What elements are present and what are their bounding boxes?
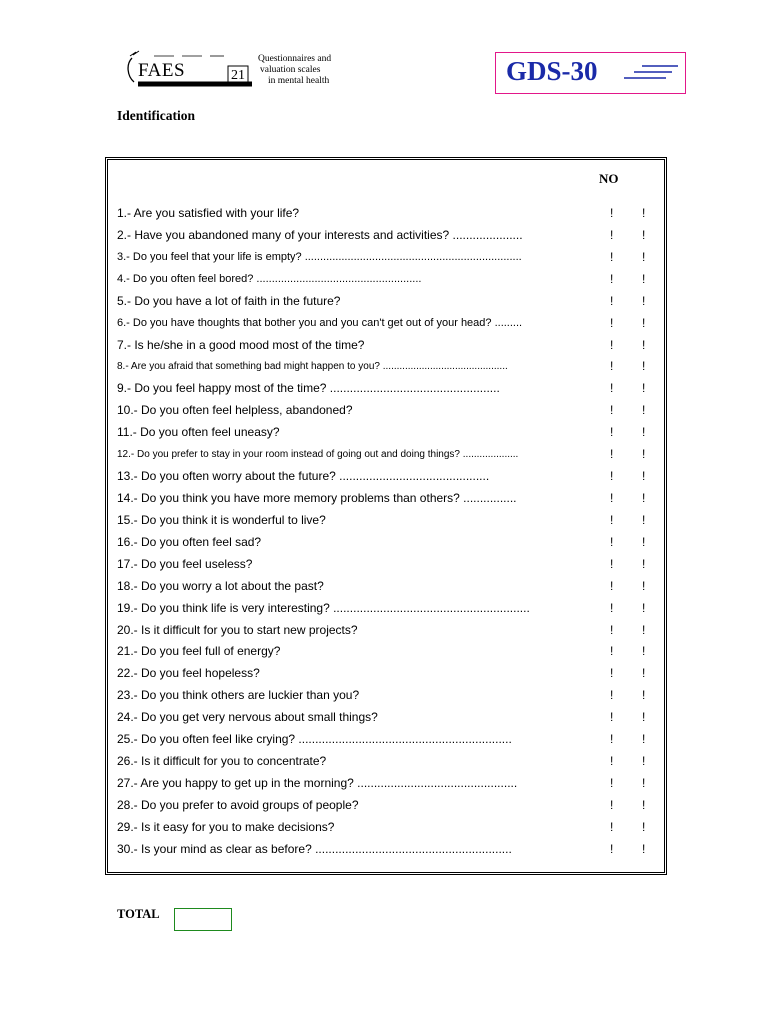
question-list [117, 203, 657, 861]
answer-mark-no[interactable]: ! [642, 315, 646, 330]
lines-icon [620, 63, 680, 83]
question-row [117, 488, 657, 510]
answer-mark-yes[interactable]: ! [610, 578, 614, 593]
answer-mark-yes[interactable]: ! [610, 732, 614, 747]
answer-mark-no[interactable]: ! [642, 359, 646, 374]
question-row [117, 291, 657, 313]
question-text: 27.- Are you happy to get up in the morning? ................................................ [117, 775, 518, 790]
question-text: 24.- Do you get very nervous about small things? [117, 710, 378, 725]
answer-mark-no[interactable]: ! [642, 644, 646, 659]
question-row [117, 817, 657, 839]
question-row [117, 663, 657, 685]
question-row [117, 532, 657, 554]
question-text: 6.- Do you have thoughts that bother you and you can't get out of your head? ......... [117, 316, 523, 329]
tagline-line-3: in mental health [268, 76, 330, 86]
question-text: 29.- Is it easy for you to make decisions? [117, 819, 335, 834]
question-text: 26.- Is it difficult for you to concentrate? [117, 754, 327, 769]
answer-mark-no[interactable]: ! [642, 688, 646, 703]
answer-mark-yes[interactable]: ! [610, 512, 614, 527]
question-row [117, 444, 657, 466]
answer-mark-yes[interactable]: ! [610, 381, 614, 396]
answer-mark-yes[interactable]: ! [610, 447, 614, 462]
answer-mark-no[interactable]: ! [642, 622, 646, 637]
question-row [117, 795, 657, 817]
answer-mark-yes[interactable]: ! [610, 490, 614, 505]
answer-mark-yes[interactable]: ! [610, 293, 614, 308]
question-text: 28.- Do you prefer to avoid groups of people? [117, 797, 359, 812]
question-row [117, 839, 657, 861]
question-text: 10.- Do you often feel helpless, abandoned? [117, 403, 353, 418]
answer-mark-no[interactable]: ! [642, 841, 646, 856]
total-label: TOTAL [117, 907, 160, 921]
no-column-header: NO [599, 171, 619, 186]
answer-mark-no[interactable]: ! [642, 775, 646, 790]
answer-mark-no[interactable]: ! [642, 797, 646, 812]
question-row [117, 576, 657, 598]
question-text: 1.- Are you satisfied with your life? [117, 206, 300, 220]
answer-mark-yes[interactable]: ! [610, 403, 614, 418]
answer-mark-no[interactable]: ! [642, 425, 646, 440]
answer-mark-no[interactable]: ! [642, 600, 646, 615]
answer-mark-yes[interactable]: ! [610, 666, 614, 681]
question-text: 22.- Do you feel hopeless? [117, 666, 260, 681]
answer-mark-no[interactable]: ! [642, 754, 646, 769]
question-row [117, 620, 657, 642]
answer-mark-no[interactable]: ! [642, 271, 646, 286]
answer-mark-no[interactable]: ! [642, 381, 646, 396]
answer-mark-yes[interactable]: ! [610, 271, 614, 286]
question-row [117, 313, 657, 335]
logo-number: 21 [231, 68, 245, 83]
faes-logo [124, 50, 336, 92]
question-row [117, 225, 657, 247]
tagline-line-1: Questionnaires and [258, 54, 332, 64]
question-row [117, 773, 657, 795]
answer-mark-no[interactable]: ! [642, 534, 646, 549]
answer-mark-yes[interactable]: ! [610, 227, 614, 242]
question-row [117, 400, 657, 422]
question-text: 30.- Is your mind as clear as before? ........................................................... [117, 841, 512, 856]
question-text: 14.- Do you think you have more memory problems than others? ................ [117, 490, 517, 505]
question-text: 20.- Is it difficult for you to start new projects? [117, 622, 358, 637]
logo-text: FAES [138, 60, 186, 81]
answer-mark-no[interactable]: ! [642, 337, 646, 352]
answer-mark-no[interactable]: ! [642, 556, 646, 571]
answer-mark-no[interactable]: ! [642, 710, 646, 725]
question-text: 25.- Do you often feel like crying? ................................................................ [117, 732, 512, 747]
answer-mark-no[interactable]: ! [642, 512, 646, 527]
question-text: 16.- Do you often feel sad? [117, 534, 262, 549]
question-row [117, 510, 657, 532]
answer-mark-no[interactable]: ! [642, 403, 646, 418]
question-text: 9.- Do you feel happy most of the time? ................................................... [117, 381, 500, 396]
question-text: 13.- Do you often worry about the future? ............................................. [117, 469, 490, 484]
answer-mark-yes[interactable]: ! [610, 249, 614, 264]
answer-mark-yes[interactable]: ! [610, 600, 614, 615]
question-text: 15.- Do you think it is wonderful to live? [117, 512, 326, 527]
question-text: 12.- Do you prefer to stay in your room instead of going out and doing things? .................... [117, 449, 519, 461]
question-text: 23.- Do you think others are luckier than you? [117, 688, 360, 703]
answer-mark-yes[interactable]: ! [610, 819, 614, 834]
question-text: 3.- Do you feel that your life is empty? ....................................................................... [117, 250, 522, 263]
answer-mark-yes[interactable]: ! [610, 469, 614, 484]
question-text: 19.- Do you think life is very interesting? ........................................................... [117, 600, 530, 615]
question-text: 4.- Do you often feel bored? ...................................................... [117, 272, 422, 285]
answer-mark-yes[interactable]: ! [610, 775, 614, 790]
question-text: 2.- Have you abandoned many of your interests and activities? ..................... [117, 227, 523, 242]
answer-mark-no[interactable]: ! [642, 666, 646, 681]
answer-mark-no[interactable]: ! [642, 732, 646, 747]
question-row [117, 422, 657, 444]
answer-mark-no[interactable]: ! [642, 578, 646, 593]
answer-mark-yes[interactable]: ! [610, 359, 614, 374]
total-input-box[interactable] [174, 908, 232, 931]
answer-mark-yes[interactable]: ! [610, 644, 614, 659]
question-text: 8.- Are you afraid that something bad might happen to you? ............................................. [117, 361, 508, 373]
answer-mark-no[interactable]: ! [642, 819, 646, 834]
question-row [117, 707, 657, 729]
answer-mark-yes[interactable]: ! [610, 315, 614, 330]
answer-mark-yes[interactable]: ! [610, 754, 614, 769]
answer-mark-yes[interactable]: ! [610, 337, 614, 352]
question-row [117, 598, 657, 620]
answer-mark-no[interactable]: ! [642, 206, 646, 220]
answer-mark-no[interactable]: ! [642, 447, 646, 462]
answer-mark-yes[interactable]: ! [610, 534, 614, 549]
question-row [117, 203, 657, 225]
answer-mark-yes[interactable]: ! [610, 797, 614, 812]
answer-mark-no[interactable]: ! [642, 490, 646, 505]
question-row [117, 335, 657, 357]
logo-tagline [258, 54, 331, 87]
question-text: 18.- Do you worry a lot about the past? [117, 578, 324, 593]
question-row [117, 729, 657, 751]
answer-mark-yes[interactable]: ! [610, 206, 614, 220]
question-text: 21.- Do you feel full of energy? [117, 644, 281, 659]
answer-mark-no[interactable]: ! [642, 249, 646, 264]
question-row [117, 466, 657, 488]
question-text: 5.- Do you have a lot of faith in the future? [117, 293, 341, 308]
answer-mark-yes[interactable]: ! [610, 841, 614, 856]
tagline-line-2: valuation scales [260, 65, 321, 75]
question-row [117, 247, 657, 269]
question-row [117, 751, 657, 773]
question-row [117, 641, 657, 663]
answer-mark-no[interactable]: ! [642, 227, 646, 242]
question-row [117, 685, 657, 707]
question-text: 17.- Do you feel useless? [117, 556, 253, 571]
identification-label: Identification [117, 108, 196, 123]
answer-mark-no[interactable]: ! [642, 293, 646, 308]
answer-mark-yes[interactable]: ! [610, 710, 614, 725]
answer-mark-no[interactable]: ! [642, 469, 646, 484]
answer-mark-yes[interactable]: ! [610, 556, 614, 571]
question-row [117, 554, 657, 576]
question-row [117, 356, 657, 378]
question-text: 7.- Is he/she in a good mood most of the time? [117, 337, 365, 352]
scale-code: GDS-30 [506, 56, 598, 86]
answer-mark-yes[interactable]: ! [610, 425, 614, 440]
answer-mark-yes[interactable]: ! [610, 622, 614, 637]
question-row [117, 269, 657, 291]
scale-code-box [495, 52, 686, 94]
answer-mark-yes[interactable]: ! [610, 688, 614, 703]
question-row [117, 378, 657, 400]
question-text: 11.- Do you often feel uneasy? [117, 425, 280, 440]
